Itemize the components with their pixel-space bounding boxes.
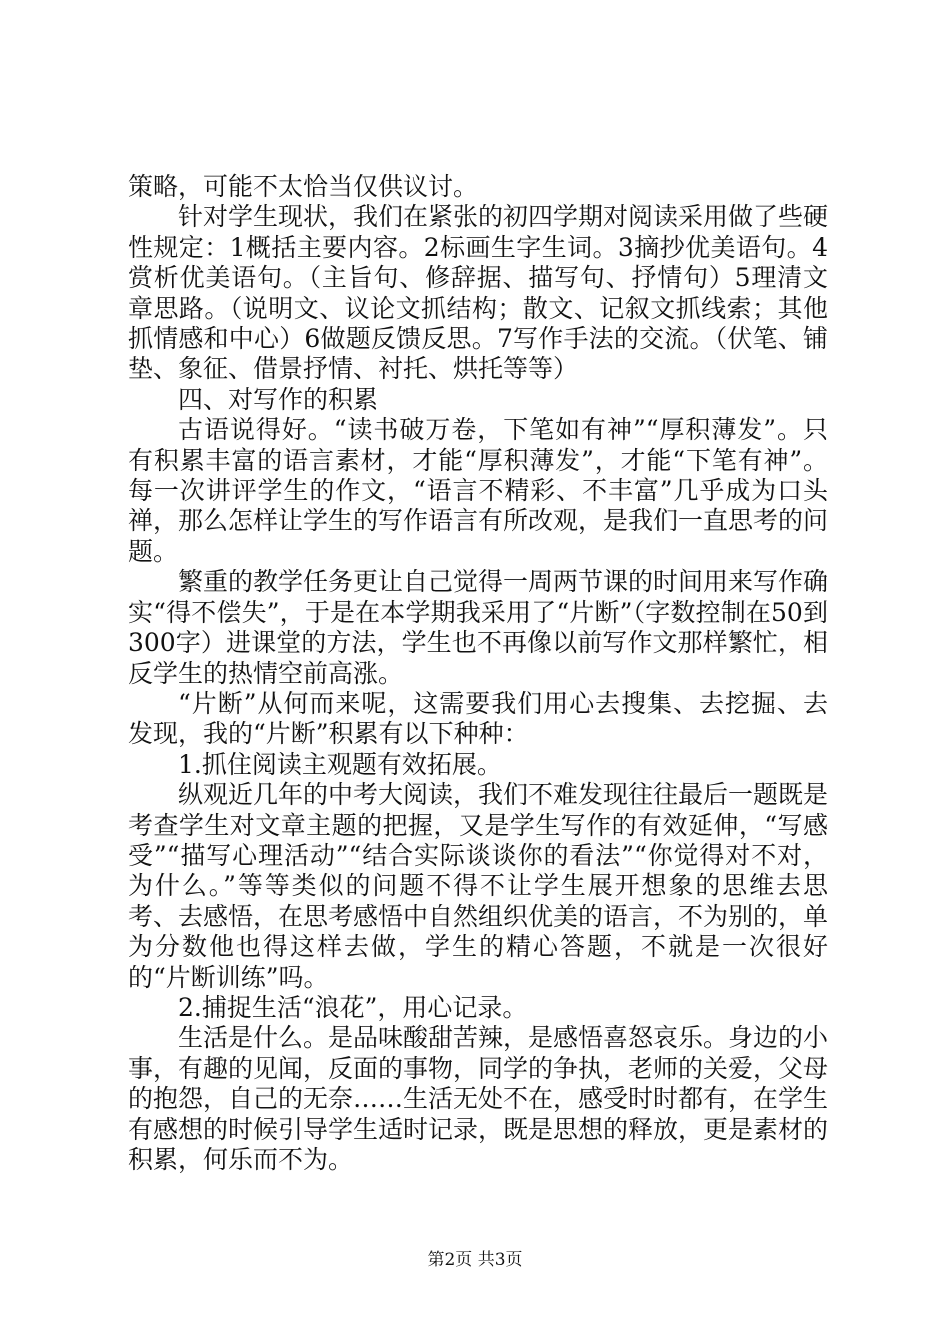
subheading: 1.抓住阅读主观题有效拓展。 [178,749,502,779]
paragraph: “片断”从何而来呢，这需要我们用心去搜集、去挖掘、去发现，我的“片断”积累有以下种种： [128,688,828,749]
paragraph: 生活是什么。是品味酸甜苦辣，是感悟喜怒哀乐。身边的小事，有趣的见闻，反面的事物，同学的争执，老师的关爱，父母的抱怨，自己的无奈……生活无处不在，感受时时都有，在学生有感想的时候引导学生适时记录，既是思想的释放，更是素材的积累，何乐而不为。 [128,1023,829,1174]
section-heading: 四、对写作的积累 [178,384,379,414]
paragraph: 针对学生现状，我们在紧张的初四学期对阅读采用做了些硬性规定：1概括主要内容。2标画生字生词。3摘抄优美语句。4赏析优美语句。（主旨句、修辞据、描写句、抒情句）5理清文章思路。（说明文、议论文抓结构；散文、记叙文抓线索；其他抓情感和中心）6做题反馈反思。7写作手法的交流。（伏笔、铺垫、象征、借景抒情、衬托、烘托等等） [128,202,829,384]
paragraph: 古语说得好。“读书破万卷，下笔如有神”“厚积薄发”。只有积累丰富的语言素材，才能“厚积薄发”，才能“下笔有神”。每一次讲评学生的作文，“语言不精彩、不丰富”几乎成为口头禅，那么怎样让学生的写作语言有所改观，是我们一直思考的问题。 [128,415,829,566]
subheading: 2.捕捉生活“浪花”，用心记录。 [178,992,528,1022]
paragraph: 繁重的教学任务更让自己觉得一周两节课的时间用来写作确实“得不偿失”，于是在本学期我采用了“片断”（字数控制在50到300字）进课堂的方法，学生也不再像以前写作文那样繁忙，相反学生的热情空前高涨。 [128,567,829,688]
page-number-footer: 第2页 共3页 [427,1250,523,1270]
paragraph: 纵观近几年的中考大阅读，我们不难发现往往最后一题既是考查学生对文章主题的把握，又是学生写作的有效延伸，“写感受”“描写心理活动”“结合实际谈谈你的看法”“你觉得对不对，为什么。”等等类似的问题不得不让学生展开想象的思维去思考、去感悟，在思考感悟中自然组织优美的语言，不为别的，单为分数他也得这样去做，学生的精心答题，不就是一次很好的“片断训练”吗。 [128,780,829,992]
document-body [128,172,828,1175]
paragraph: 策略，可能不太恰当仅供议讨。 [128,172,479,201]
